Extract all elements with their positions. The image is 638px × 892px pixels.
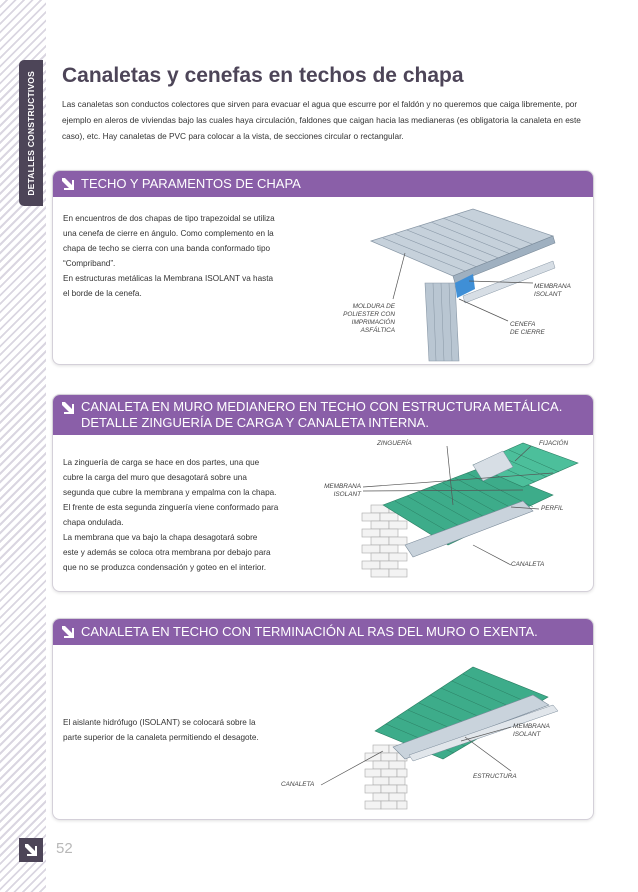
section-text: La zinguería de carga se hace en dos partes, una que cubre la carga del muro que desagotará sobre una segunda que cubre la membrana y empalma con la chapa. El frente de esta segunda zinguería viene conformado para chapa ondulada. La membrana que va bajo la chapa desagotará sobre este y además se coloca otra membrana por debajo para que no se produzca condensación y goteo en el interior. <box>63 458 279 572</box>
section-text: El aislante hidrófugo (ISOLANT) se colocará sobre la parte superior de la canaleta permitiendo el desagote. <box>63 718 259 742</box>
callout-membrana: MEMBRANA ISOLANT <box>324 483 361 498</box>
callout-perfil: PERFIL <box>541 505 564 512</box>
callout-estructura: ESTRUCTURA <box>473 773 517 780</box>
section-canaleta-medianero <box>52 394 594 592</box>
corner-tab <box>19 838 43 862</box>
section-techo-paramentos <box>52 170 594 365</box>
corner-arrow-icon <box>24 843 38 857</box>
page-number: 52 <box>56 840 73 857</box>
callout-membrana: MEMBRANA ISOLANT <box>534 283 571 298</box>
section-heading-line: DETALLE ZINGUERÍA DE CARGA Y CANALETA INTERNA. <box>81 415 429 430</box>
section-heading-line: TECHO Y PARAMENTOS DE CHAPA <box>81 176 301 191</box>
callout-cenefa: CENEFA DE CIERRE <box>510 321 545 336</box>
callout-canaleta: CANALETA <box>281 781 315 788</box>
callout-moldura: MOLDURA DE POLIESTER CON IMPRIMACIÓN ASFÁLTICA <box>343 303 395 334</box>
section-text: En encuentros de dos chapas de tipo trapezoidal se utiliza una cenefa de cierre en ángulo. Como complemento en la chapa de techo se cierra con una banda conformado tipo “Compriband”. En estructuras metálicas la Membrana ISOLANT va hasta el borde de la cenefa. <box>63 214 275 298</box>
page-title: Canaletas y cenefas en techos de chapa <box>62 64 464 87</box>
side-tab-label: DETALLES CONSTRUCTIVOS <box>26 70 36 196</box>
callout-canaleta: CANALETA <box>511 561 545 568</box>
callout-membrana: MEMBRANA ISOLANT <box>513 723 550 738</box>
section-heading-line: CANALETA EN MURO MEDIANERO EN TECHO CON ESTRUCTURA METÁLICA. <box>81 399 563 414</box>
callout-zingueria: ZINGUERÍA <box>377 440 412 447</box>
intro-paragraph: Las canaletas son conductos colectores que sirven para evacuar el agua que escurre por el faldón y no queremos que caiga libremente, por ejemplo en aleros de viviendas bajo las cuales haya circulación, faldones que caigan hacia las medianeras (es obligatoria la canaleta en este caso), etc. Hay canaletas de PVC para colocar a la vista, de secciones circular o rectangular. <box>62 99 581 141</box>
section-heading-line: CANALETA EN TECHO CON TERMINACIÓN AL RAS DEL MURO O EXENTA. <box>81 624 538 639</box>
section-canaleta-ras <box>52 618 594 820</box>
illustration-canaleta-ras <box>53 619 593 819</box>
callout-fijacion: FIJACIÓN <box>539 440 569 447</box>
